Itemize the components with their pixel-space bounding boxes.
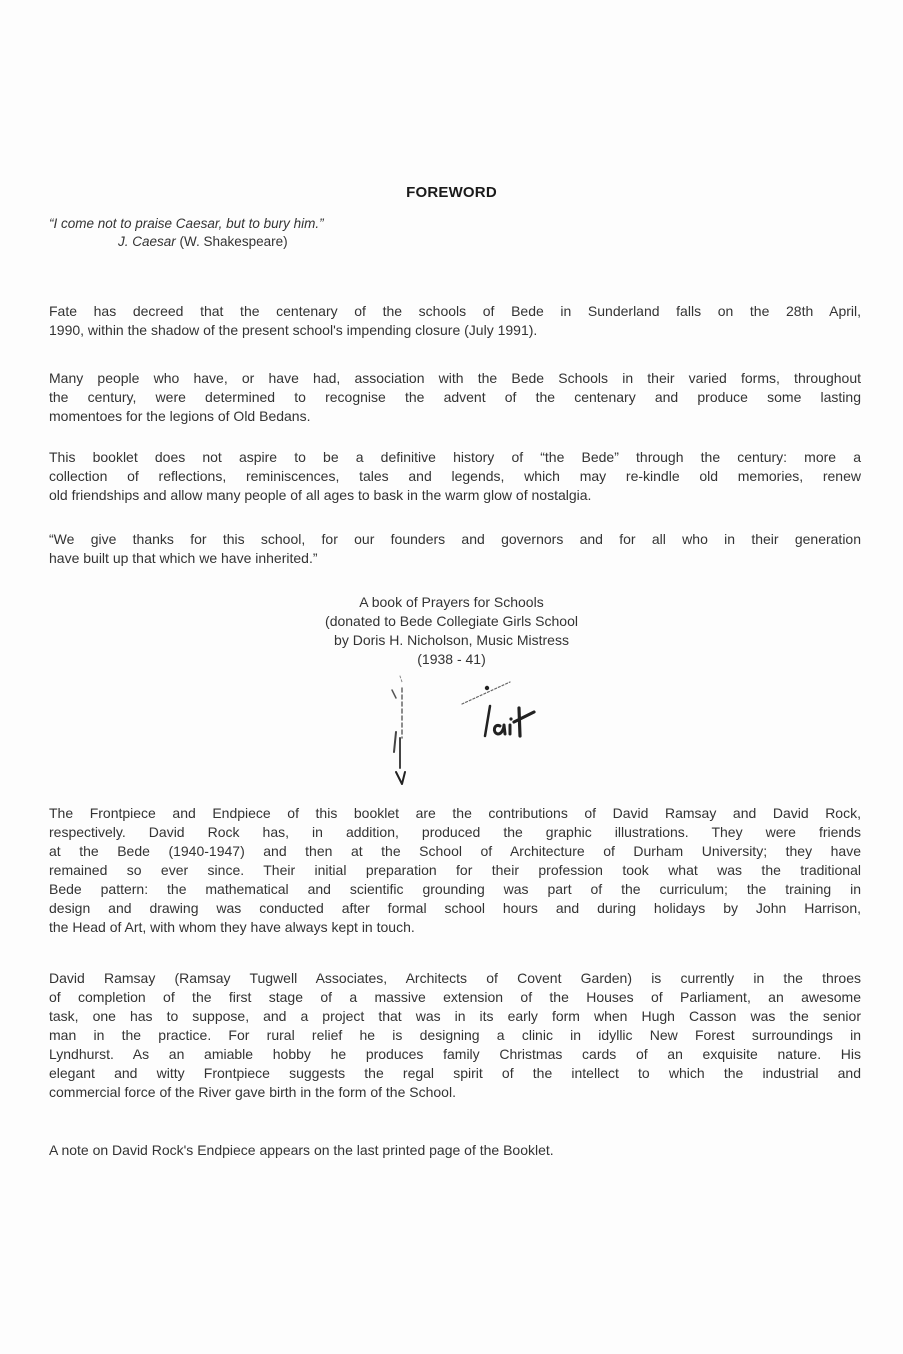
paragraph-line: remained so ever since. Their initial preparation for their profession took what was the traditional xyxy=(49,862,861,878)
handwritten-signature xyxy=(380,668,550,786)
page-title: FOREWORD xyxy=(406,184,497,201)
attribution-author: (W. Shakespeare) xyxy=(179,234,288,249)
citation xyxy=(0,593,903,669)
citation-line: (donated to Bede Collegiate Girls School xyxy=(325,613,578,629)
paragraph-line: commercial force of the River gave birth in the form of the School. xyxy=(49,1084,456,1100)
paragraph-line: the Head of Art, with whom they have always kept in touch. xyxy=(49,919,415,935)
paragraph xyxy=(49,804,861,937)
paragraph-line: at the Bede (1940-1947) and then at the School of Architecture of Durham University; they have xyxy=(49,843,861,859)
paragraph-line: man in the practice. For rural relief he is designing a clinic in idyllic New Forest surroundings in xyxy=(49,1027,861,1043)
paragraph-line: design and drawing was conducted after formal school hours and during holidays by John Harrison, xyxy=(49,900,861,916)
paragraph-line: A note on David Rock's Endpiece appears on the last printed page of the Booklet. xyxy=(49,1142,554,1158)
paragraph-line: This booklet does not aspire to be a definitive history of “the Bede” through the century: more a xyxy=(49,449,861,465)
paragraph-line: Bede pattern: the mathematical and scientific grounding was part of the curriculum; the training in xyxy=(49,881,861,897)
paragraph xyxy=(49,969,861,1102)
paragraph-endnote xyxy=(49,1141,861,1160)
epigraph-attribution xyxy=(49,233,324,251)
paragraph xyxy=(49,448,861,505)
paragraph-line: respectively. David Rock has, in addition, produced the graphic illustrations. They were friends xyxy=(49,824,861,840)
citation-line: by Doris H. Nicholson, Music Mistress xyxy=(334,632,569,648)
paragraph-line: 1990, within the shadow of the present school's impending closure (July 1991). xyxy=(49,322,538,338)
paragraph-line: Fate has decreed that the centenary of the schools of Bede in Sunderland falls on the 28th April, xyxy=(49,303,861,319)
attribution-work: J. Caesar xyxy=(118,234,176,249)
paragraph-line: collection of reflections, reminiscences, tales and legends, which may re-kindle old memories, renew xyxy=(49,468,861,484)
paragraph-line: Many people who have, or have had, association with the Bede Schools in their varied forms, throughout xyxy=(49,370,861,386)
paragraph-line: Lyndhurst. As an amiable hobby he produces family Christmas cards of an exquisite nature. His xyxy=(49,1046,861,1062)
paragraph xyxy=(49,369,861,426)
paragraph-line: elegant and witty Frontpiece suggests the regal spirit of the intellect to which the industrial and xyxy=(49,1065,861,1081)
paragraph-line: of completion of the first stage of a massive extension of the Houses of Parliament, an awesome xyxy=(49,989,861,1005)
paragraph-line: momentoes for the legions of Old Bedans. xyxy=(49,408,311,424)
paragraph-line: “We give thanks for this school, for our founders and governors and for all who in their generation xyxy=(49,531,861,547)
paragraph-line: old friendships and allow many people of all ages to bask in the warm glow of nostalgia. xyxy=(49,487,592,503)
paragraph-line: the century, were determined to recognise the advent of the centenary and produce some lasting xyxy=(49,389,861,405)
paragraph-line: task, one has to suppose, and a project that was in its early form when Hugh Casson was the senior xyxy=(49,1008,861,1024)
epigraph-quote: “I come not to praise Caesar, but to bury him.” xyxy=(49,216,324,231)
paragraph xyxy=(49,302,861,340)
citation-line: (1938 - 41) xyxy=(417,651,486,667)
citation-line: A book of Prayers for Schools xyxy=(359,594,544,610)
epigraph xyxy=(49,215,324,251)
paragraph-prayer-quote xyxy=(49,530,861,568)
paragraph-line: David Ramsay (Ramsay Tugwell Associates, Architects of Covent Garden) is currently in the throes xyxy=(49,970,861,986)
paragraph-line: The Frontpiece and Endpiece of this booklet are the contributions of David Ramsay and David Rock, xyxy=(49,805,861,821)
paragraph-line: have built up that which we have inherited.” xyxy=(49,550,318,566)
